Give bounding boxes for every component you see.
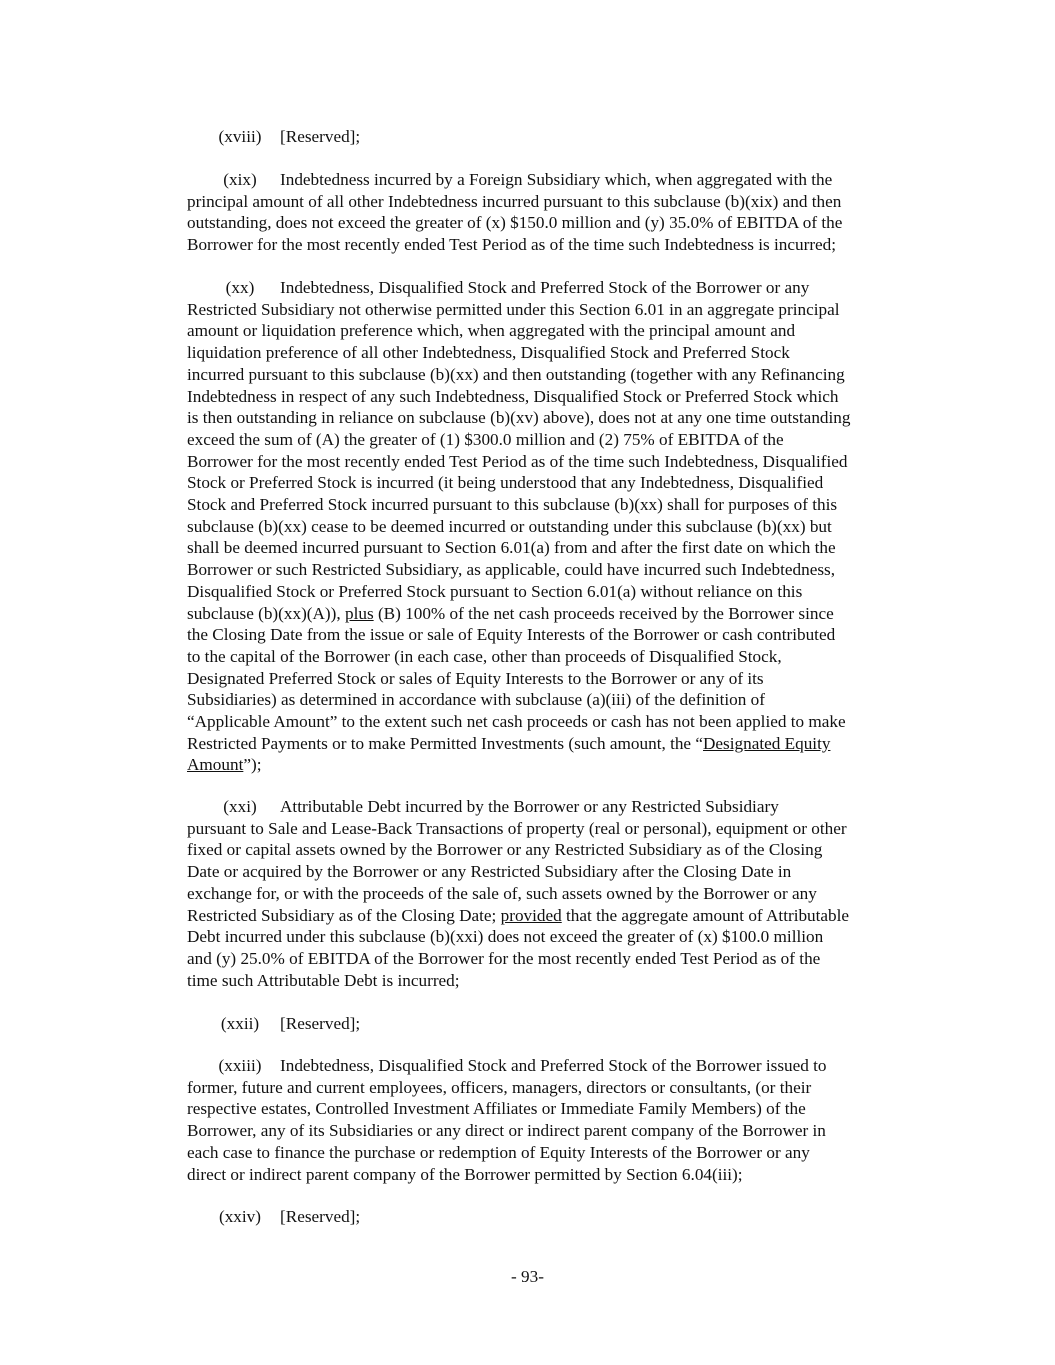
clause-text: exchange for, or with the proceeds of the sale of, such assets owned by the Borrower or any: [187, 883, 817, 903]
defined-term-amount: Amount: [187, 755, 244, 775]
clause-text: that the aggregate amount of Attributable: [561, 905, 850, 925]
clause-text: and (y) 25.0% of EBITDA of the Borrower for the most recently ended Test Period as of the: [187, 948, 821, 968]
page-number: - 93-: [511, 1267, 544, 1286]
clause-xxii: [187, 1013, 927, 1035]
clause-text: Debt incurred under this subclause (b)(xxi) does not exceed the greater of (x) $100.0 million: [187, 927, 824, 947]
clause-xxiv: [187, 1206, 927, 1228]
clause-text: principal amount of all other Indebtedness incurred pursuant to this subclause (b)(xix) and then: [187, 191, 842, 211]
clause-xix: [187, 169, 927, 256]
clause-text: amount or liquidation preference which, when aggregated with the principal amount and: [187, 321, 796, 341]
clause-text: shall be deemed incurred pursuant to Section 6.01(a) from and after the first date on which the: [187, 538, 836, 558]
clause-label: (xxiii): [218, 1056, 262, 1075]
clause-text: pursuant to Sale and Lease-Back Transactions of property (real or personal), equipment or other: [187, 818, 847, 838]
clause-text: Borrower for the most recently ended Test Period as of the time such Indebtedness, Disqualified: [187, 451, 848, 471]
clause-text: [Reserved];: [280, 1014, 361, 1033]
clause-text: [Reserved];: [280, 1207, 361, 1226]
clause-text: the Closing Date from the issue or sale of Equity Interests of the Borrower or cash contributed: [187, 625, 836, 645]
clause-text: former, future and current employees, officers, managers, directors or consultants, (or their: [187, 1077, 812, 1097]
clause-text: fixed or capital assets owned by the Borrower or any Restricted Subsidiary as of the Closing: [187, 840, 823, 860]
clause-label: (xxi): [223, 797, 257, 816]
clause-text: Borrower, any of its Subsidiaries or any direct or indirect parent company of the Borrower in: [187, 1121, 826, 1141]
clause-text: Borrower or such Restricted Subsidiary, as applicable, could have incurred such Indebtedness,: [187, 560, 835, 580]
clause-xxi: [187, 796, 927, 991]
clause-text: is then outstanding in reliance on subclause (b)(xv) above), does not at any one time outstanding: [187, 408, 851, 428]
clause-text: Borrower for the most recently ended Test Period as of the time such Indebtedness is incurred;: [187, 235, 837, 255]
clause-text: (B) 100% of the net cash proceeds received by the Borrower since: [373, 603, 834, 623]
clause-text: outstanding, does not exceed the greater of (x) $150.0 million and (y) 35.0% of EBITDA of the: [187, 213, 843, 233]
clause-text: to the capital of the Borrower (in each case, other than proceeds of Disqualified Stock,: [187, 646, 782, 666]
clause-text: Disqualified Stock or Preferred Stock pursuant to Section 6.01(a) without reliance on this: [187, 581, 803, 601]
clause-text: Indebtedness in respect of any such Indebtedness, Disqualified Stock or Preferred Stock which: [187, 386, 839, 406]
clause-text: Indebtedness, Disqualified Stock and Preferred Stock of the Borrower or any: [280, 278, 810, 297]
clause-xxiii: [187, 1055, 927, 1185]
clause-text: Indebtedness, Disqualified Stock and Preferred Stock of the Borrower issued to: [280, 1056, 827, 1075]
clause-text: liquidation preference of all other Indebtedness, Disqualified Stock and Preferred Stock: [187, 343, 790, 363]
clause-text: exceed the sum of (A) the greater of (1) $300.0 million and (2) 75% of EBITDA of the: [187, 429, 784, 449]
clause-text: subclause (b)(xx)(A)),: [187, 603, 345, 623]
clause-text: subclause (b)(xx) cease to be deemed incurred or outstanding under this subclause (b)(xx) but: [187, 516, 832, 536]
clause-text: Restricted Subsidiary as of the Closing Date;: [187, 905, 501, 925]
clause-text: direct or indirect parent company of the Borrower permitted by Section 6.04(iii);: [187, 1164, 743, 1184]
clause-label: (xix): [223, 170, 257, 189]
clause-text: ”);: [243, 755, 262, 775]
clause-label: (xx): [225, 278, 255, 297]
clause-text: respective estates, Controlled Investment Affiliates or Immediate Family Members) of the: [187, 1099, 806, 1119]
clause-xviii: [187, 126, 927, 148]
clause-text: “Applicable Amount” to the extent such net cash proceeds or cash has not been applied to make: [187, 712, 846, 732]
clause-label: (xviii): [218, 127, 262, 146]
clause-text: Indebtedness incurred by a Foreign Subsidiary which, when aggregated with the: [280, 170, 833, 189]
defined-term-designated-equity: Designated Equity: [703, 733, 831, 753]
clause-text: time such Attributable Debt is incurred;: [187, 970, 460, 990]
clause-text: Attributable Debt incurred by the Borrower or any Restricted Subsidiary: [280, 797, 779, 816]
clause-text: Stock and Preferred Stock incurred pursuant to this subclause (b)(xx) shall for purposes of this: [187, 495, 838, 515]
clause-label: (xxiv): [218, 1207, 261, 1226]
clause-text: Stock or Preferred Stock is incurred (it being understood that any Indebtedness, Disqualified: [187, 473, 824, 493]
clause-text: [Reserved];: [280, 127, 361, 146]
clause-text: Subsidiaries) as determined in accordance with subclause (a)(iii) of the definition of: [187, 690, 765, 710]
defined-term-plus: plus: [344, 603, 374, 623]
clause-xx: [187, 277, 927, 776]
defined-term-provided: provided: [500, 905, 562, 925]
clause-text: Date or acquired by the Borrower or any Restricted Subsidiary after the Closing Date in: [187, 862, 792, 882]
clause-text: Designated Preferred Stock or sales of Equity Interests to the Borrower or any of its: [187, 668, 764, 688]
clause-text: incurred pursuant to this subclause (b)(xx) and then outstanding (together with any Refinancing: [187, 364, 845, 384]
clause-text: each case to finance the purchase or redemption of Equity Interests of the Borrower or any: [187, 1142, 810, 1162]
clause-text: Restricted Payments or to make Permitted Investments (such amount, the “: [187, 733, 703, 753]
clause-text: Restricted Subsidiary not otherwise permitted under this Section 6.01 in an aggregate principal: [187, 299, 840, 319]
clause-label: (xxii): [220, 1014, 260, 1033]
